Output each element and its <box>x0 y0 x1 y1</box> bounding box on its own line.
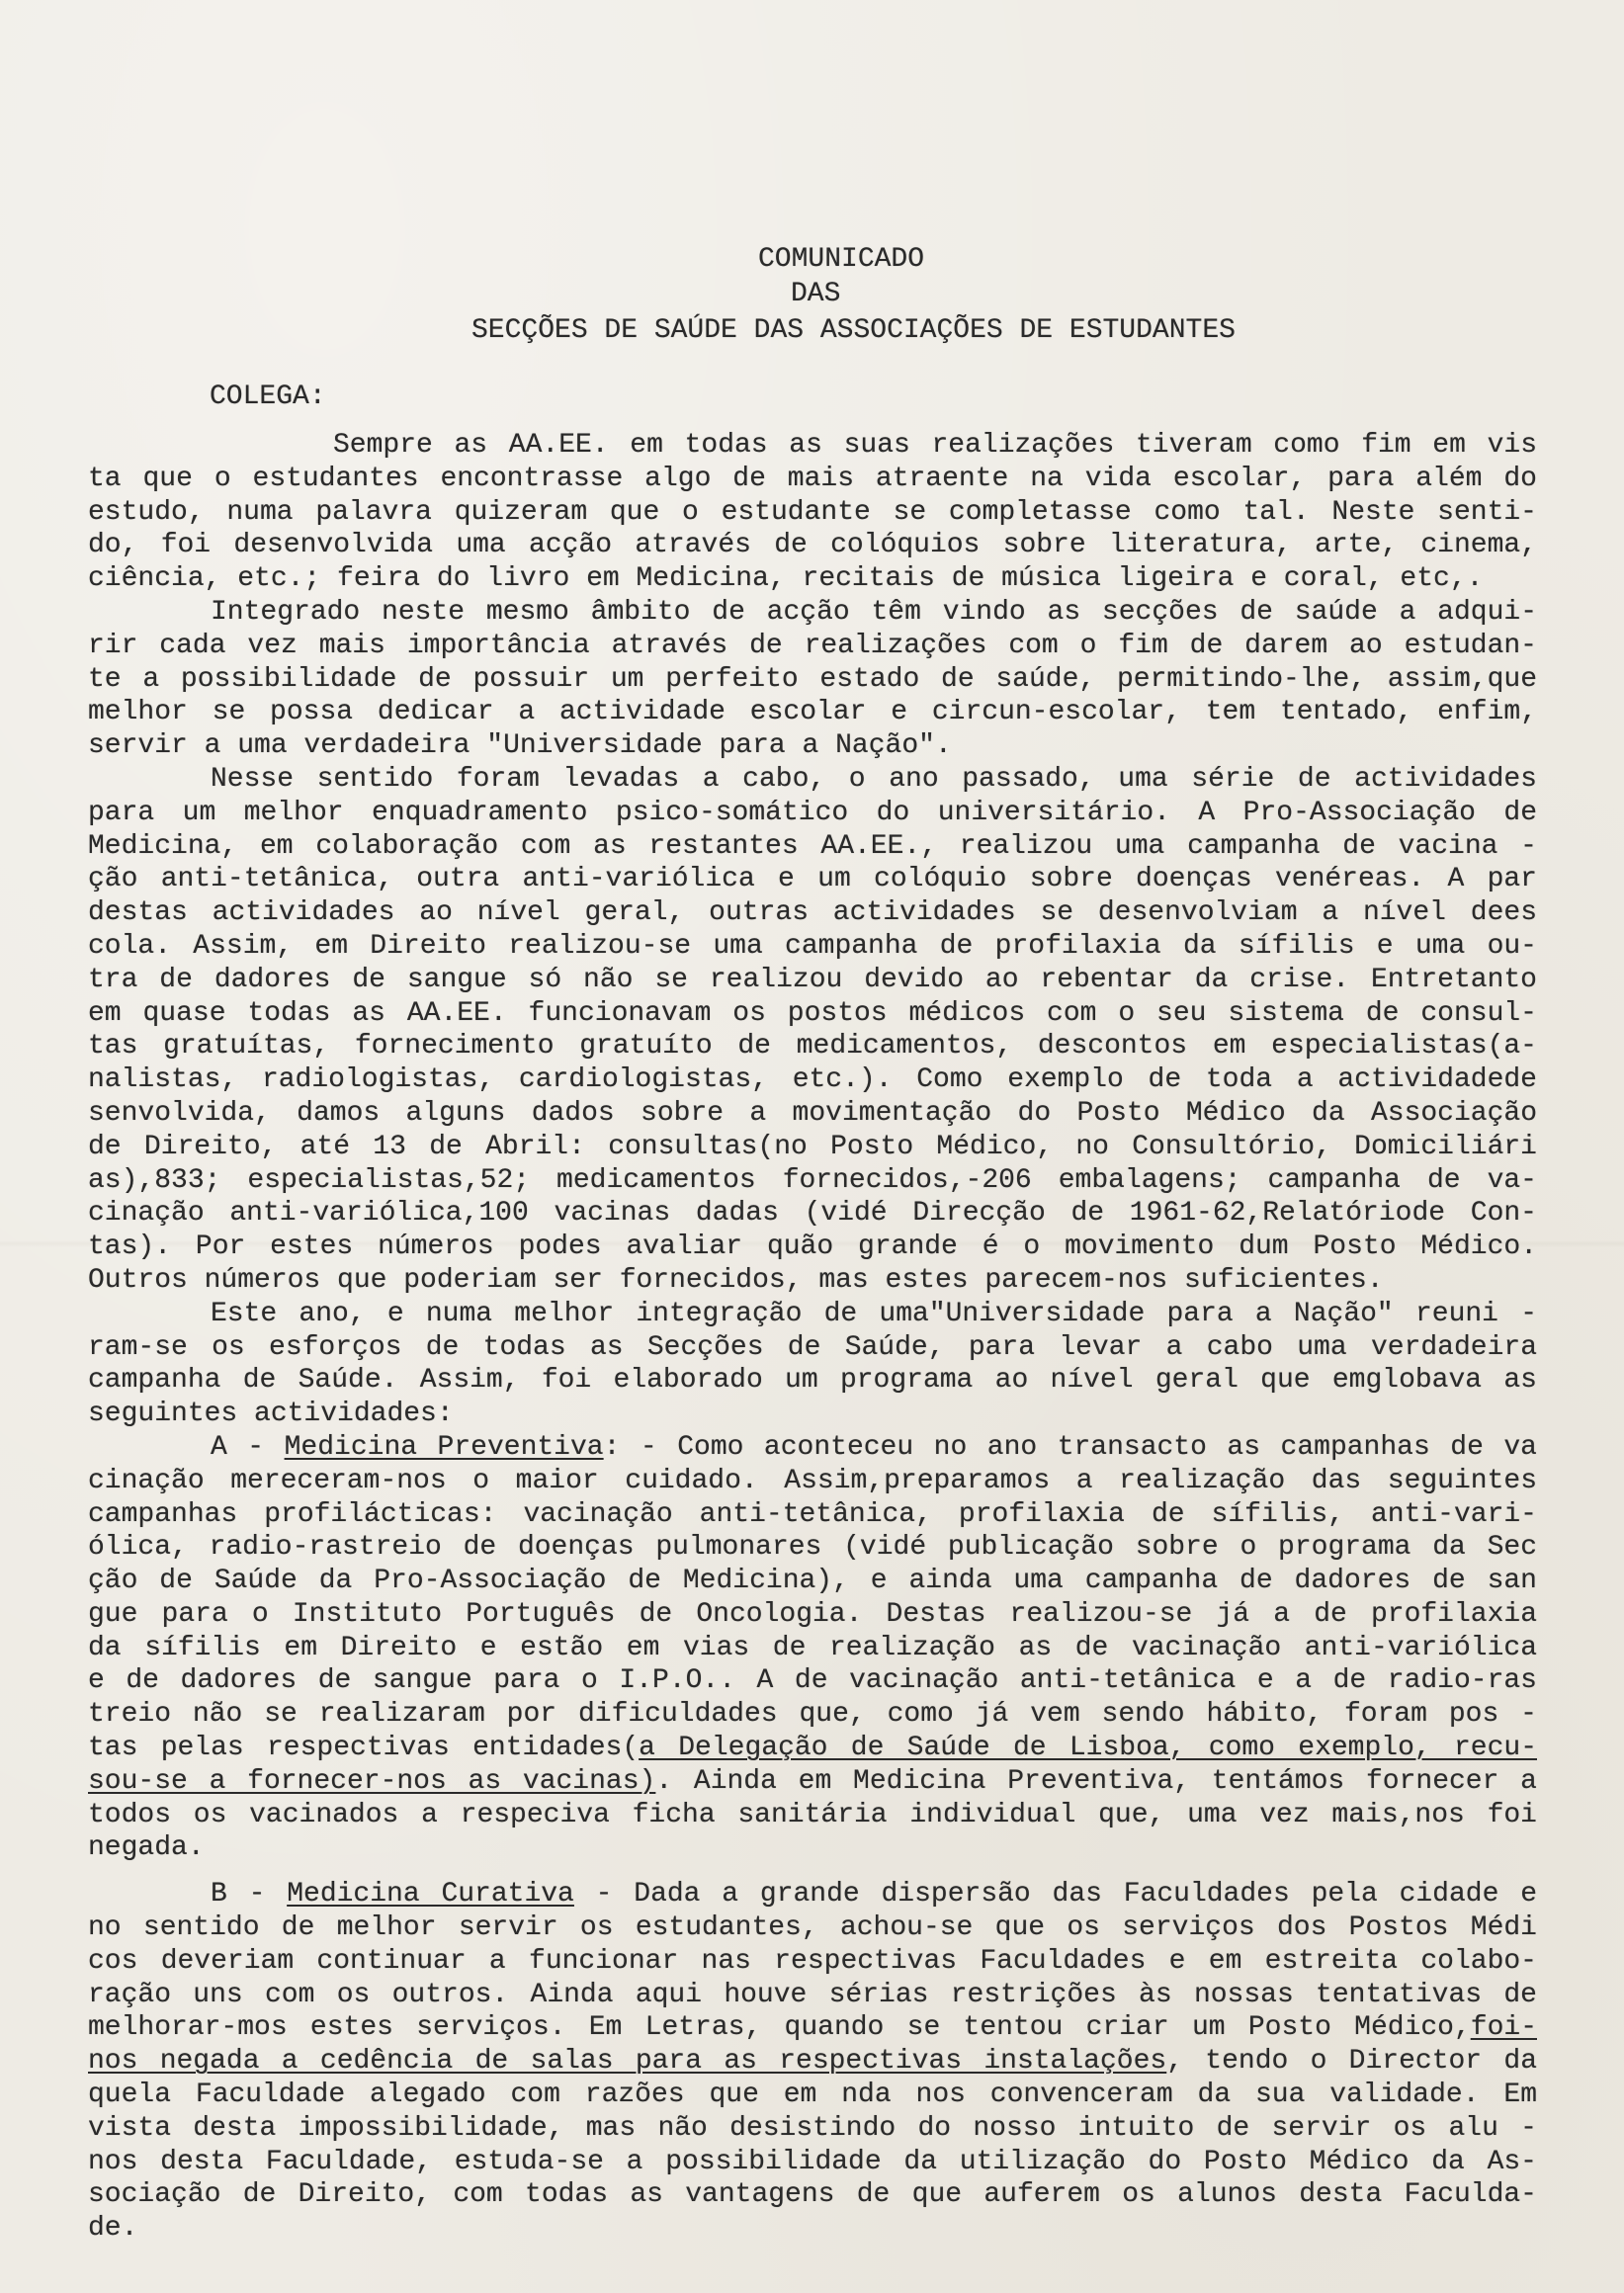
text-line: gue para o Instituto Português de Oncologia. Destas realizou-se já a de profilaxia <box>88 1598 1537 1630</box>
text-line: campanha de Saúde. Assim, foi elaborado um programa ao nível geral que emglobava as <box>88 1365 1537 1397</box>
text-line: nalistas, radiologistas, cardiologistas, etc.). Como exemplo de toda a actividadede <box>88 1064 1537 1096</box>
text-line: rir cada vez mais importância através de realizações com o fim de darem ao estudan- <box>88 630 1537 661</box>
text-line: da sífilis em Direito e estão em vias de realização as de vacinação anti-variólica <box>88 1632 1537 1663</box>
salutation: COLEGA: <box>210 382 326 412</box>
text-line: treio não se realizaram por dificuldades que, como já vem sendo hábito, foram pos - <box>88 1699 1537 1731</box>
text-line: Este ano, e numa melhor integração de uma"Universidade para a Nação" reuni - <box>211 1298 1537 1329</box>
text-line: ção de Saúde da Pro-Associação de Medicina), e ainda uma campanha de dadores de san <box>88 1566 1537 1597</box>
text-line <box>88 1431 1537 1465</box>
text-line: ólica, radio-rastreio de doenças pulmonares (vidé publicação sobre o programa da Sec <box>88 1532 1537 1564</box>
text-segment: - Dada a grande dispersão das Faculdades pela cidade e <box>573 1879 1538 1911</box>
text-line: cinação mereceram-nos o maior cuidado. Assim,preparamos a realização das seguintes <box>88 1465 1537 1496</box>
paragraph <box>88 763 1537 1298</box>
text-line: Outros números que poderiam ser fornecidos, mas estes parecem-nos suficientes. <box>88 1264 1384 1296</box>
paragraph <box>88 1878 1537 2246</box>
text-line: cinação anti-variólica,100 vacinas dadas (vidé Direcção de 1961-62,Relatóriode Con- <box>88 1198 1537 1230</box>
text-line: tas gratuítas, fornecimento gratuíto de medicamentos, descontos em especialistas(a- <box>88 1031 1537 1062</box>
text-line: quela Faculdade alegado com razões que em nda nos convenceram da sua validade. Em <box>88 2080 1537 2111</box>
text-line: melhor se possa dedicar a actividade escolar e circun-escolar, tem tentado, enfim, <box>88 697 1537 728</box>
text-line: nos desta Faculdade, estuda-se a possibilidade da utilização do Posto Médico da As- <box>88 2146 1537 2177</box>
text-segment: A - <box>211 1431 285 1463</box>
text-line: em quase todas as AA.EE. funcionavam os postos médicos com o seu sistema de consul- <box>88 997 1537 1029</box>
text-line: ta que o estudantes encontrasse algo de mais atraente na vida escolar, para além do <box>88 463 1537 494</box>
text-line: Sempre as AA.EE. em todas as suas realizações tiveram como fim em vis <box>333 430 1537 461</box>
paragraph <box>88 429 1537 596</box>
text-line: de Direito, até 13 de Abril: consultas(no Posto Médico, no Consultório, Domiciliári <box>88 1131 1537 1162</box>
text-line: Medicina, em colaboração com as restantes AA.EE., realizou uma campanha de vacina - <box>88 830 1537 862</box>
text-line: do, foi desenvolvida uma acção através de colóquios sobre literatura, arte, cinema, <box>88 530 1537 561</box>
underlined-text: foi- <box>1470 2012 1537 2044</box>
text-line <box>88 1878 1537 1911</box>
paragraph <box>88 596 1537 763</box>
text-segment: tas pelas respectivas entidades( <box>88 1733 640 1764</box>
text-line: te a possibilidade de possuir um perfeito estado de saúde, permitindo-lhe, assim,que <box>88 663 1537 695</box>
paragraph <box>88 1431 1537 1865</box>
text-line: negada. <box>88 1832 205 1864</box>
underlined-text: sou-se a fornecer-nos as vacinas) <box>88 1765 656 1797</box>
document-title-line: DAS <box>791 279 841 309</box>
underlined-text: Medicina Curativa <box>287 1879 574 1911</box>
text-line: cos deveriam continuar a funcionar nas respectivas Faculdades e em estreita colabo- <box>88 1945 1537 1977</box>
text-line: Integrado neste mesmo âmbito de acção têm vindo as secções de saúde a adqui- <box>211 596 1537 628</box>
text-line: seguintes actividades: <box>88 1399 454 1430</box>
text-line: no sentido de melhor servir os estudantes, achou-se que os serviços dos Postos Médi <box>88 1912 1537 1944</box>
paragraph <box>88 1298 1537 1431</box>
text-line: ração uns com os outros. Ainda aqui houve sérias restrições às nossas tentativas de <box>88 1979 1537 2010</box>
text-line: estudo, numa palavra quizeram que o estudante se completasse como tal. Neste senti- <box>88 496 1537 528</box>
text-segment: B - <box>211 1879 288 1911</box>
text-line: destas actividades ao nível geral, outras actividades se desenvolviam a nível dees <box>88 897 1537 929</box>
text-line: senvolvida, damos alguns dados sobre a movimentação do Posto Médico da Associação <box>88 1097 1537 1129</box>
text-line: para um melhor enquadramento psico-somático do universitário. A Pro-Associação de <box>88 797 1537 828</box>
document-title-line: SECÇÕES DE SAÚDE DAS ASSOCIAÇÕES DE ESTUDANTES <box>471 315 1236 346</box>
text-segment: melhorar-mos estes serviços. Em Letras, quando se tentou criar um Posto Médico, <box>88 2012 1471 2044</box>
text-line: Nesse sentido foram levadas a cabo, o ano passado, uma série de actividades <box>211 763 1537 795</box>
text-line <box>88 1732 1537 1765</box>
document-body <box>88 429 1537 2246</box>
text-line: ram-se os esforços de todas as Secções de Saúde, para levar a cabo uma verdadeira <box>88 1331 1537 1363</box>
text-line: sociação de Direito, com todas as vantagens de que auferem os alunos desta Faculda- <box>88 2179 1537 2211</box>
text-line <box>88 2011 1537 2045</box>
text-line: de. <box>88 2213 138 2245</box>
text-line <box>88 2045 1537 2079</box>
text-line <box>88 1765 1537 1799</box>
text-line: ção anti-tetânica, outra anti-variólica e um colóquio sobre doenças venéreas. A par <box>88 864 1537 895</box>
underlined-text: a Delegação de Saúde de Lisboa, como exemplo, recu- <box>639 1733 1537 1764</box>
text-line: tas). Por estes números podes avaliar quão grande é o movimento dum Posto Médico. <box>88 1231 1537 1263</box>
text-line: vista desta impossibilidade, mas não desistindo do nosso intuito de servir os alu - <box>88 2112 1537 2144</box>
underlined-text: Medicina Preventiva <box>284 1431 604 1463</box>
text-line: todos os vacinados a respeciva ficha sanitária individual que, uma vez mais,nos foi <box>88 1799 1537 1830</box>
text-segment: . Ainda em Medicina Preventiva, tentámos fornecer a <box>655 1765 1537 1797</box>
text-line: ciência, etc.; feira do livro em Medicina, recitais de música ligeira e coral, etc,. <box>88 563 1484 595</box>
text-line: e de dadores de sangue para o I.P.O.. A de vacinação anti-tetânica e a de radio-ras <box>88 1665 1537 1697</box>
text-line: campanhas profilácticas: vacinação anti-tetânica, profilaxia de sífilis, anti-vari- <box>88 1498 1537 1530</box>
text-line: as),833; especialistas,52; medicamentos fornecidos,-206 embalagens; campanha de va- <box>88 1164 1537 1196</box>
underlined-text: nos negada a cedência de salas para as respectivas instalações <box>88 2046 1167 2078</box>
text-segment: , tendo o Director da <box>1166 2046 1538 2078</box>
text-line: tra de dadores de sangue só não se realizou devido ao rebentar da crise. Entretanto <box>88 964 1537 995</box>
text-line: cola. Assim, em Direito realizou-se uma campanha de profilaxia da sífilis e uma ou- <box>88 930 1537 962</box>
document-title-line: COMUNICADO <box>758 244 925 275</box>
text-segment: : - Como aconteceu no ano transacto as campanhas de va <box>603 1431 1537 1463</box>
text-line: servir a uma verdadeira "Universidade para a Nação". <box>88 730 952 762</box>
